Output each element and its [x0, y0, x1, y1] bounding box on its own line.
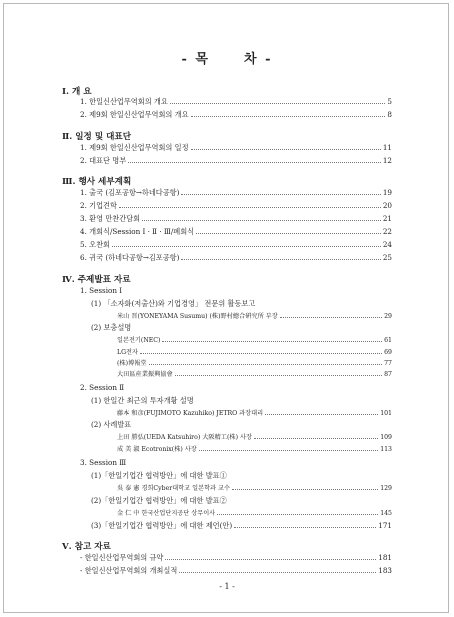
toc-entry[interactable]: 2. 제9회 한일신산업무역회의 개요 8	[80, 110, 392, 119]
section-heading-1: Ⅰ. 개 요	[62, 87, 92, 97]
toc-entry[interactable]: 5. 오찬회 24	[80, 240, 392, 249]
toc-entry[interactable]: 1. 출국 (김포공항→하네다공항) 19	[80, 188, 392, 197]
section-heading-2: Ⅱ. 일정 및 대표단	[62, 132, 132, 142]
toc-entry[interactable]: 4. 개회식/Session Ⅰ · Ⅱ · Ⅲ/폐회식 22	[80, 227, 392, 236]
toc-entry[interactable]: 일본전기(NEC) 61	[117, 337, 392, 344]
toc-entry[interactable]: 1. 제9회 한일신산업무역회의 일정 11	[80, 143, 392, 152]
page-number: - 1 -	[219, 582, 235, 591]
toc-subheading: (2) 사례발표	[91, 420, 132, 429]
toc-entry[interactable]: LG전자 69	[117, 349, 392, 356]
toc-subheading: (1)「한일기업간 협력방안」에 대한 발표①	[91, 471, 227, 480]
toc-entry[interactable]: - 한일신산업무역회의 규약 181	[80, 553, 392, 562]
toc-entry[interactable]: - 한일신산업무역회의 개최실적 183	[80, 566, 392, 575]
toc-entry[interactable]: 1. 한일신산업무역회의 개요 5	[80, 97, 392, 106]
toc-entry[interactable]: 成 美 淑 Ecotronix(株) 사장 113	[117, 446, 392, 453]
toc-entry[interactable]: 3. 환영 만찬간담회 21	[80, 214, 392, 223]
toc-entry[interactable]: (3)「한일기업간 협력방안」에 대한 제언(안) 171	[91, 521, 392, 530]
toc-subheading: (2) 보충설명	[91, 323, 132, 332]
toc-entry[interactable]: (株)博報堂 77	[117, 360, 392, 367]
section-heading-5: Ⅴ. 참고 자료	[62, 542, 111, 552]
session-heading-3: 3. Session Ⅲ	[80, 458, 127, 467]
session-heading-1: 1. Session Ⅰ	[80, 286, 123, 295]
section-heading-4: Ⅳ. 주제발표 자료	[62, 275, 131, 285]
toc-entry[interactable]: 吳 泰 憲 경희Cyber대학교 일본학과 교수 129	[117, 485, 392, 492]
toc-subheading: (1) 「소자화(저출산)와 기업경영」 전문위 활동보고	[91, 299, 256, 308]
toc-entry[interactable]: 2. 대표단 명부 12	[80, 156, 392, 165]
section-heading-3: Ⅲ. 행사 세부계획	[62, 177, 132, 187]
title-part2: 차 -	[244, 52, 273, 67]
toc-entry[interactable]: 上田 勝弘(UEDA Katsuhiro) 大阪精工(株) 사장 109	[117, 434, 392, 441]
session-heading-2: 2. Session Ⅱ	[80, 383, 125, 392]
toc-entry[interactable]: 6. 귀국 (하네다공항→김포공항) 25	[80, 253, 392, 262]
toc-entry[interactable]: 米山 晋(YONEYAMA Susumu) (株)野村總合硏究所 부장 29	[117, 313, 392, 320]
toc-subheading: (1) 한일간 최근의 투자개황 설명	[91, 396, 194, 405]
toc-entry[interactable]: 大田區産業振興協會 87	[117, 371, 392, 378]
toc-subheading: (2)「한일기업간 협력방안」에 대한 발표②	[91, 496, 227, 505]
toc-entry[interactable]: 2. 기업견학 20	[80, 201, 392, 210]
title-part1: - 목	[181, 52, 210, 67]
toc-entry[interactable]: 藤本 和彦(FUJIMOTO Kazuhiko) JETRO 과장대리 101	[117, 410, 392, 417]
toc-entry[interactable]: 金 仁 中 한국산업단지공단 상무이사 145	[117, 510, 392, 517]
